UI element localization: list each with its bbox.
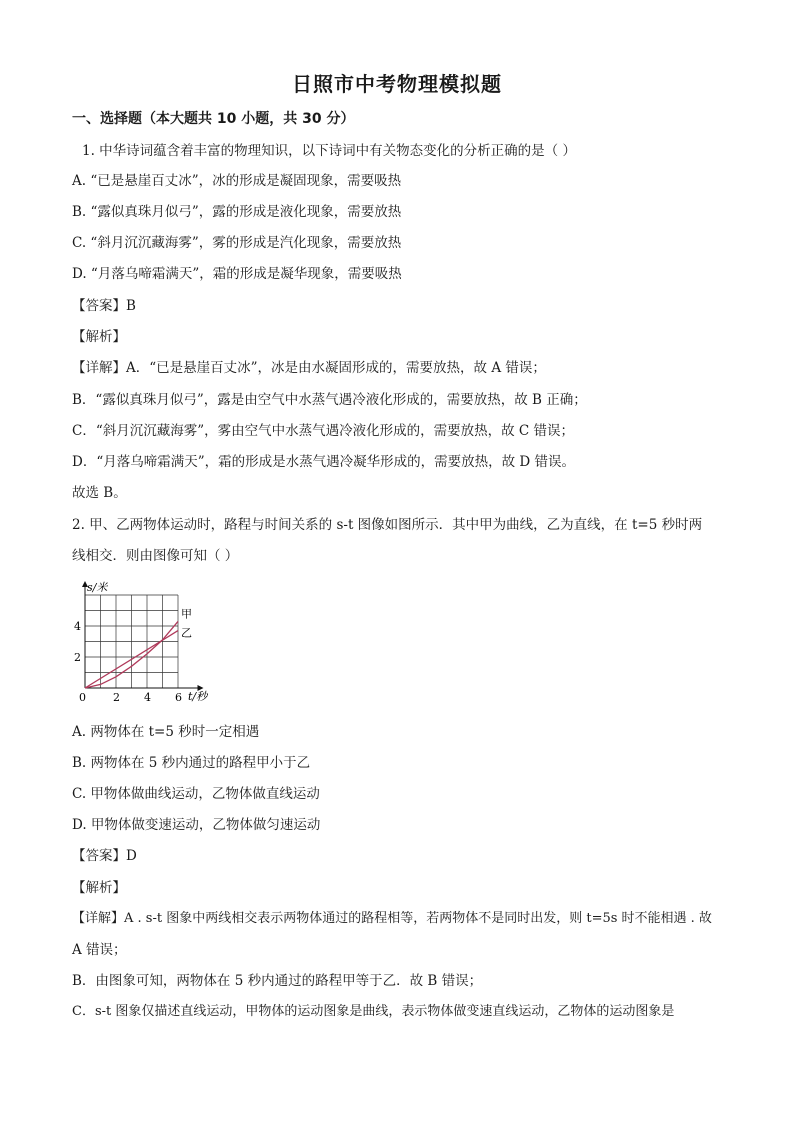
q1-detail-d: D．“月落乌啼霜满天”，霜的形成是水蒸气遇冷凝华形成的，需要放热，故 D 错误。	[72, 454, 576, 470]
q1-conclusion: 故选 B。	[72, 485, 127, 501]
q2-option-d: D. 甲物体做变速运动，乙物体做匀速运动	[72, 817, 321, 833]
q2-detail-c: C．s-t 图象仅描述直线运动，甲物体的运动图象是曲线，表示物体做变速直线运动，乙物体的运动图象是	[72, 1004, 675, 1019]
q1-option-d: D. “月落乌啼霜满天”，霜的形成是凝华现象，需要吸热	[72, 266, 402, 282]
q2-stem-line2: 线相交．则由图像可知（ ）	[72, 548, 239, 564]
page-title: 日照市中考物理模拟题	[292, 72, 502, 96]
section-header: 一、选择题（本大题共 10 小题，共 30 分）	[72, 111, 355, 127]
q2-stem-line1: 2. 甲、乙两物体运动时，路程与时间关系的 s-t 图像如图所示．其中甲为曲线，乙为直线，在 t=5 秒时两	[72, 517, 703, 533]
y-axis-label: s/米	[87, 581, 108, 594]
x-tick-label: 6	[175, 691, 182, 704]
y-tick-label: 2	[74, 651, 81, 664]
q1-detail-a: 【详解】A．“已是悬崖百丈冰”，冰是由水凝固形成的，需要放热，故 A 错误；	[72, 360, 546, 376]
q2-analysis-label: 【解析】	[72, 880, 126, 896]
q2-answer: 【答案】D	[72, 848, 137, 864]
q2-detail-b: B．由图象可知，两物体在 5 秒内通过的路程甲等于乙．故 B 错误；	[72, 973, 483, 989]
q1-detail-c: C．“斜月沉沉藏海雾”，雾由空气中水蒸气遇冷液化形成的，需要放热，故 C 错误；	[72, 423, 575, 439]
series-label-yi: 乙	[181, 626, 192, 640]
x-tick-label: 4	[144, 691, 151, 704]
q2-option-a: A. 两物体在 t=5 秒时一定相遇	[72, 724, 260, 740]
q1-detail-b: B．“露似真珠月似弓”，露是由空气中水蒸气遇冷液化形成的，需要放热，故 B 正确；	[72, 392, 587, 408]
q1-analysis-label: 【解析】	[72, 329, 126, 345]
q1-answer: 【答案】B	[72, 298, 136, 314]
y-tick-label: 4	[74, 620, 81, 633]
x-tick-label: 0	[79, 691, 86, 704]
q1-option-c: C. “斜月沉沉藏海雾”，雾的形成是汽化现象，需要放热	[72, 235, 402, 251]
q1-stem: 1. 中华诗词蕴含着丰富的物理知识，以下诗词中有关物态变化的分析正确的是（ ）	[82, 143, 576, 159]
x-tick-label: 2	[113, 691, 120, 704]
q2-option-c: C. 甲物体做曲线运动，乙物体做直线运动	[72, 786, 320, 802]
q2-detail-a-line2: A 错误；	[72, 942, 127, 958]
st-graph-svg	[70, 578, 220, 708]
st-graph	[70, 578, 220, 708]
q1-option-a: A. “已是悬崖百丈冰”，冰的形成是凝固现象，需要吸热	[72, 173, 402, 189]
q2-detail-a-line1: 【详解】A . s-t 图象中两线相交表示两物体通过的路程相等，若两物体不是同时出发，则 t=5s 时不能相遇 . 故	[72, 911, 712, 926]
q2-option-b: B. 两物体在 5 秒内通过的路程甲小于乙	[72, 755, 311, 771]
x-axis-label: t/秒	[188, 690, 208, 703]
q1-option-b: B. “露似真珠月似弓”，露的形成是液化现象，需要放热	[72, 204, 402, 220]
series-label-jia: 甲	[181, 607, 192, 621]
